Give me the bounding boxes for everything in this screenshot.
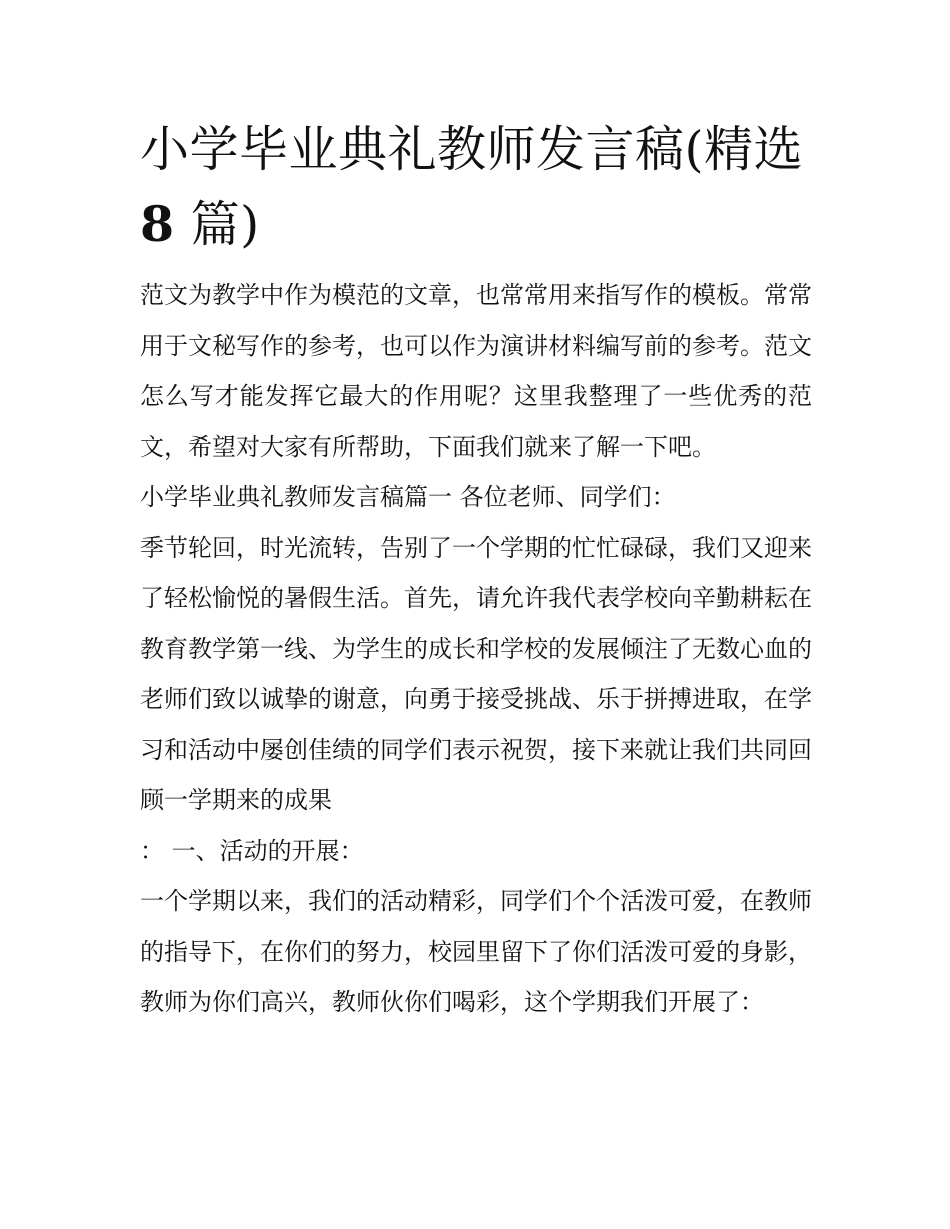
title-number: 8 — [140, 195, 175, 253]
speech-paragraph-opening: 季节轮回，时光流转，告别了一个学期的忙忙碌碌，我们又迎来了轻松愉悦的暑假生活。首先，请允许我代表学校向辛勤耕耘在教育教学第一线、为学生的成长和学校的发展倾注了无数心血的老师们致以诚挚的谢意，向勇于接受挑战、乐于拼搏进取，在学习和活动中屡创佳绩的同学们表示祝贺，接下来就让我们共同回顾一学期来的成果 — [140, 533, 812, 814]
document-title — [140, 112, 812, 262]
speech-paragraph-activities: 一个学期以来，我们的活动精彩，同学们个个活泼可爱，在教师的指导下，在你们的努力，校园里留下了你们活泼可爱的身影，教师为你们高兴，教师伙你们喝彩，这个学期我们开展了： — [140, 887, 812, 1016]
section-heading-activities: ： 一、活动的开展： — [140, 836, 364, 865]
document-body — [140, 112, 812, 1028]
title-tail: 篇) — [174, 196, 260, 253]
speech-heading: 小学毕业典礼教师发言稿篇一 各位老师、同学们： — [140, 483, 676, 511]
intro-paragraph: 范文为教学中作为模范的文章，也常常用来指写作的模板。常常用于文秘写作的参考，也可以作为演讲材料编写前的参考。范文怎么写才能发挥它最大的作用呢？这里我整理了一些优秀的范文，希望对大家有所帮助，下面我们就来了解一下吧。 — [140, 281, 812, 461]
title-main: 小学毕业典礼教师发言稿(精选 — [140, 121, 804, 178]
